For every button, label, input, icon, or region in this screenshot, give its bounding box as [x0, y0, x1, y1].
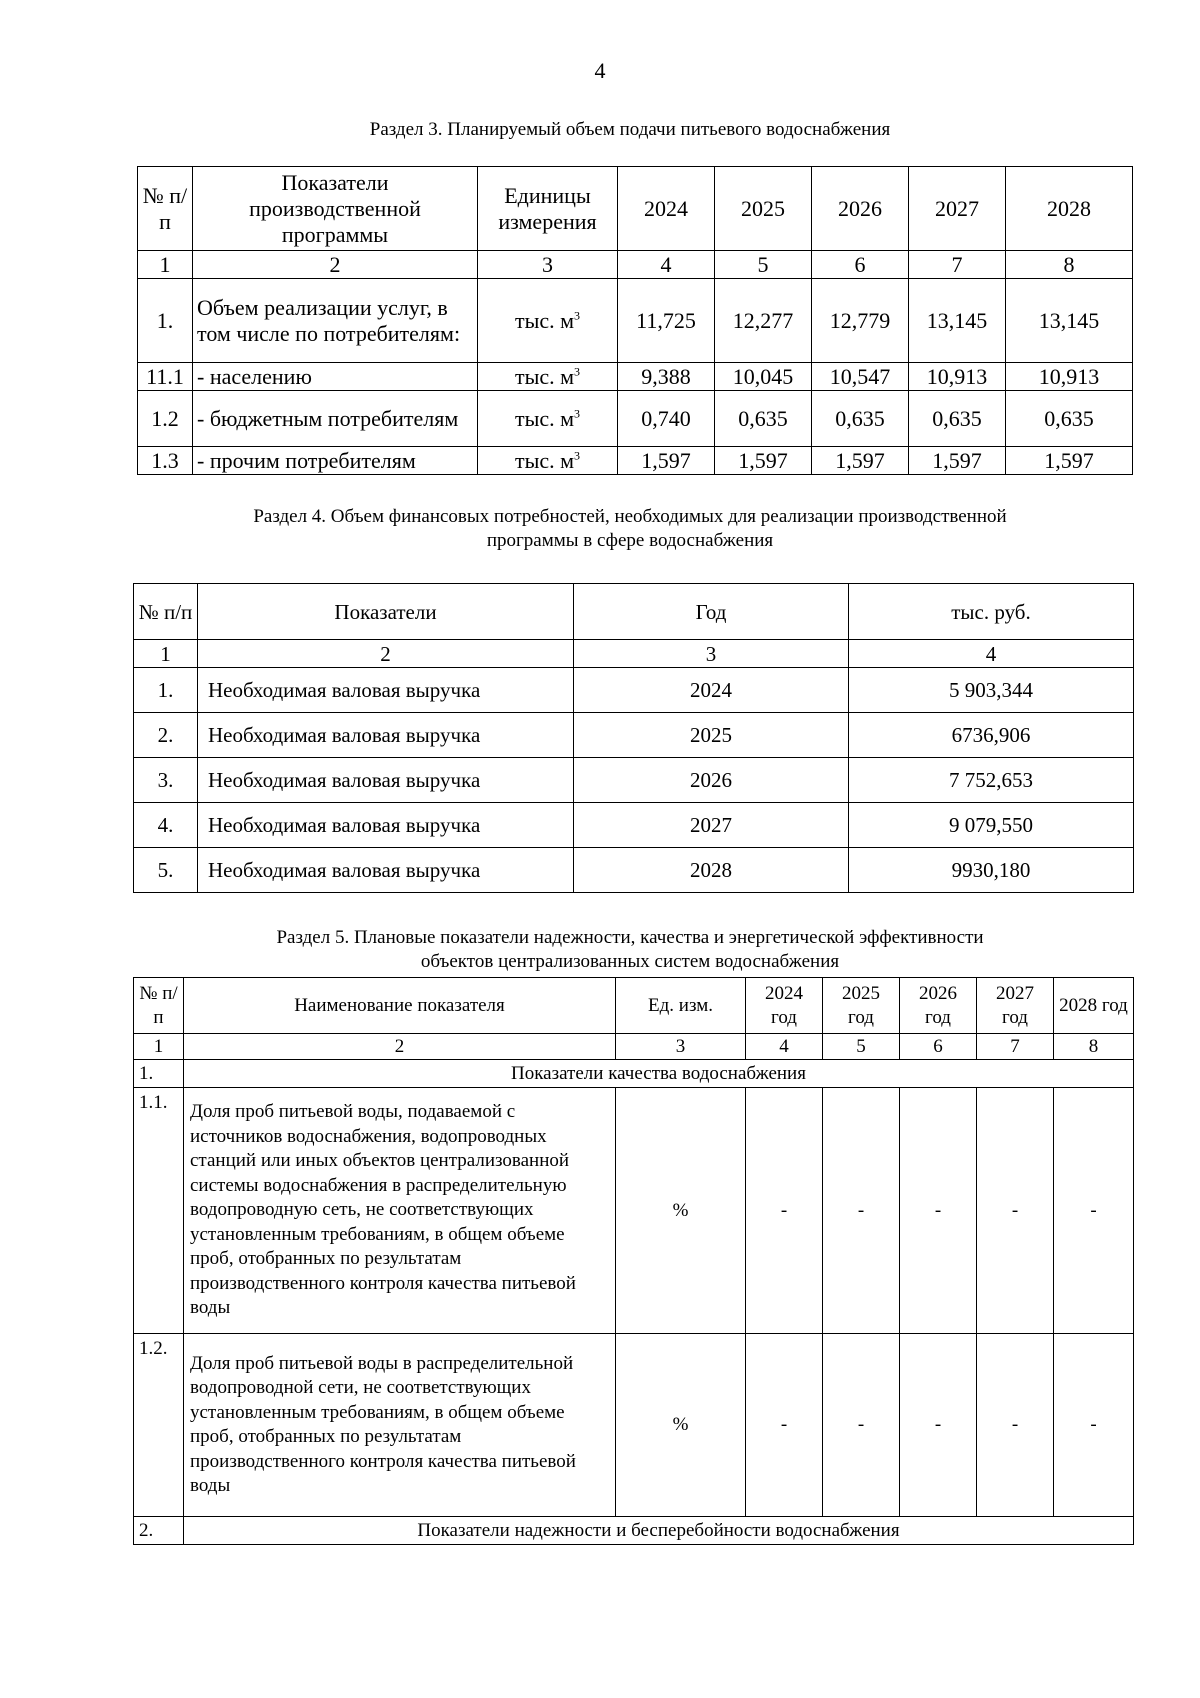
- row-indicator: - населению: [193, 363, 478, 391]
- column-number: 4: [746, 1034, 823, 1060]
- column-number: 8: [1006, 251, 1133, 279]
- column-number: 2: [193, 251, 478, 279]
- section4-title-line1: Раздел 4. Объем финансовых потребностей, необходимых для реализации производственной: [253, 506, 1007, 527]
- row-value: 1,597: [715, 447, 812, 475]
- column-number: 3: [616, 1034, 746, 1060]
- header-year: 2027 год: [977, 978, 1054, 1034]
- section4-title-line2: программы в сфере водоснабжения: [486, 530, 774, 551]
- column-number: 1: [138, 251, 193, 279]
- row-value: -: [977, 1088, 1054, 1334]
- row-indicator: - бюджетным потребителям: [193, 391, 478, 447]
- header-num: № п/п: [134, 978, 184, 1034]
- column-number: 3: [574, 640, 849, 668]
- row-num: 2.: [134, 713, 198, 758]
- row-indicator: Необходимая валовая выручка: [198, 713, 574, 758]
- section4-table: [133, 583, 1134, 893]
- column-number: 2: [198, 640, 574, 668]
- row-num: 5.: [134, 848, 198, 893]
- row-value: -: [1054, 1334, 1134, 1517]
- row-value: 0,635: [812, 391, 909, 447]
- header-num: № п/п: [134, 584, 198, 640]
- row-indicator: Необходимая валовая выручка: [198, 803, 574, 848]
- column-number: 3: [478, 251, 618, 279]
- column-number: 6: [900, 1034, 977, 1060]
- column-number: 5: [823, 1034, 900, 1060]
- section5-title: [120, 926, 1140, 974]
- row-value: -: [823, 1334, 900, 1517]
- row-value: 13,145: [1006, 279, 1133, 363]
- row-value: -: [977, 1334, 1054, 1517]
- table-header-row: [134, 978, 1134, 1034]
- row-amount: 7 752,653: [849, 758, 1134, 803]
- table-row: [134, 1334, 1134, 1517]
- table-header-row: [134, 584, 1134, 640]
- row-value: 1,597: [1006, 447, 1133, 475]
- table-row: [134, 713, 1134, 758]
- row-amount: 5 903,344: [849, 668, 1134, 713]
- row-year: 2024: [574, 668, 849, 713]
- row-value: -: [746, 1088, 823, 1334]
- header-indicator: Наименование показателя: [184, 978, 616, 1034]
- header-year: 2028 год: [1054, 978, 1134, 1034]
- row-indicator: Необходимая валовая выручка: [198, 848, 574, 893]
- header-year: 2024: [618, 167, 715, 251]
- row-value: 12,779: [812, 279, 909, 363]
- header-amount: тыс. руб.: [849, 584, 1134, 640]
- row-num: 1.2: [138, 391, 193, 447]
- header-year: 2025: [715, 167, 812, 251]
- row-value: -: [900, 1334, 977, 1517]
- table-header-row: [138, 167, 1133, 251]
- row-value: 10,547: [812, 363, 909, 391]
- row-num: 3.: [134, 758, 198, 803]
- row-unit: %: [616, 1088, 746, 1334]
- row-value: -: [1054, 1088, 1134, 1334]
- row-value: 11,725: [618, 279, 715, 363]
- row-value: 13,145: [909, 279, 1006, 363]
- row-indicator: Объем реализации услуг, в том числе по потребителям:: [193, 279, 478, 363]
- table-row: [138, 447, 1133, 475]
- row-year: 2026: [574, 758, 849, 803]
- row-unit: тыс. $м^3$: [478, 447, 618, 475]
- row-value: 9,388: [618, 363, 715, 391]
- row-value: 0,635: [909, 391, 1006, 447]
- row-value: 0,635: [715, 391, 812, 447]
- column-number: 7: [977, 1034, 1054, 1060]
- table-row: [134, 758, 1134, 803]
- table-row: [134, 668, 1134, 713]
- section3-table: [137, 166, 1133, 475]
- header-year: 2027: [909, 167, 1006, 251]
- row-year: 2025: [574, 713, 849, 758]
- row-indicator: Необходимая валовая выручка: [198, 668, 574, 713]
- column-number: 1: [134, 640, 198, 668]
- row-value: 1,597: [909, 447, 1006, 475]
- row-unit: тыс. $м^3$: [478, 363, 618, 391]
- row-value: -: [900, 1088, 977, 1334]
- row-num: 11.1: [138, 363, 193, 391]
- column-number: 6: [812, 251, 909, 279]
- row-year: 2027: [574, 803, 849, 848]
- table-row: [138, 279, 1133, 363]
- column-number: 2: [184, 1034, 616, 1060]
- table-row: [134, 1088, 1134, 1334]
- column-number: 4: [849, 640, 1134, 668]
- row-value: -: [746, 1334, 823, 1517]
- row-unit: тыс. $м^3$: [478, 391, 618, 447]
- section5-title-line1: Раздел 5. Плановые показатели надежности, качества и энергетической эффективности: [276, 927, 984, 948]
- header-year: Год: [574, 584, 849, 640]
- header-indicator: Показатели: [198, 584, 574, 640]
- section3-title: Раздел 3. Планируемый объем подачи питьевого водоснабжения: [369, 119, 891, 140]
- row-num: 1.2.: [134, 1334, 184, 1517]
- table-row: [134, 848, 1134, 893]
- row-unit: %: [616, 1334, 746, 1517]
- header-year: 2026: [812, 167, 909, 251]
- column-number: 5: [715, 251, 812, 279]
- page-number: 4: [594, 58, 606, 83]
- column-number-row: [134, 640, 1134, 668]
- section5-table: [133, 977, 1134, 1545]
- row-indicator: Доля проб питьевой воды в распределительной водопроводной сети, не соответствующих установленным требованиям, в общем объеме проб, отобранных по результатам производственного контроля качества питьевой воды: [184, 1334, 616, 1517]
- row-num: 4.: [134, 803, 198, 848]
- section4-title: [120, 505, 1140, 553]
- row-value: -: [823, 1088, 900, 1334]
- header-year: 2024 год: [746, 978, 823, 1034]
- row-unit: тыс. $м^3$: [478, 279, 618, 363]
- row-num: 1.3: [138, 447, 193, 475]
- column-number: 8: [1054, 1034, 1134, 1060]
- group-row: [134, 1517, 1134, 1545]
- row-indicator: Необходимая валовая выручка: [198, 758, 574, 803]
- column-number: 7: [909, 251, 1006, 279]
- row-value: 10,913: [1006, 363, 1133, 391]
- table-row: [138, 363, 1133, 391]
- row-num: 1.1.: [134, 1088, 184, 1334]
- row-amount: 9930,180: [849, 848, 1134, 893]
- section5-title-line2: объектов централизованных систем водоснабжения: [420, 951, 840, 972]
- column-number: 1: [134, 1034, 184, 1060]
- row-year: 2028: [574, 848, 849, 893]
- header-indicator: Показатели производственной программы: [193, 167, 478, 251]
- column-number-row: [138, 251, 1133, 279]
- header-num: № п/п: [138, 167, 193, 251]
- row-value: 12,277: [715, 279, 812, 363]
- group-row: [134, 1060, 1134, 1088]
- group-title: Показатели качества водоснабжения: [184, 1060, 1134, 1088]
- row-value: 10,045: [715, 363, 812, 391]
- group-num: 1.: [134, 1060, 184, 1088]
- row-amount: 6736,906: [849, 713, 1134, 758]
- column-number: 4: [618, 251, 715, 279]
- row-value: 1,597: [812, 447, 909, 475]
- row-value: 0,635: [1006, 391, 1133, 447]
- row-value: 10,913: [909, 363, 1006, 391]
- row-num: 1.: [134, 668, 198, 713]
- header-unit: Единицы измерения: [478, 167, 618, 251]
- row-value: 1,597: [618, 447, 715, 475]
- table-row: [138, 391, 1133, 447]
- row-num: 1.: [138, 279, 193, 363]
- table-row: [134, 803, 1134, 848]
- group-num: 2.: [134, 1517, 184, 1545]
- row-amount: 9 079,550: [849, 803, 1134, 848]
- header-year: 2026 год: [900, 978, 977, 1034]
- row-value: 0,740: [618, 391, 715, 447]
- header-unit: Ед. изм.: [616, 978, 746, 1034]
- group-title: Показатели надежности и бесперебойности водоснабжения: [184, 1517, 1134, 1545]
- column-number-row: [134, 1034, 1134, 1060]
- row-indicator: - прочим потребителям: [193, 447, 478, 475]
- header-year: 2028: [1006, 167, 1133, 251]
- row-indicator: Доля проб питьевой воды, подаваемой с источников водоснабжения, водопроводных станций или иных объектов централизованной системы водоснабжения в распределительную водопроводную сеть, не соответствующих установленным требованиям, в общем объеме проб, отобранных по результатам производственного контроля качества питьевой воды: [184, 1088, 616, 1334]
- header-year: 2025 год: [823, 978, 900, 1034]
